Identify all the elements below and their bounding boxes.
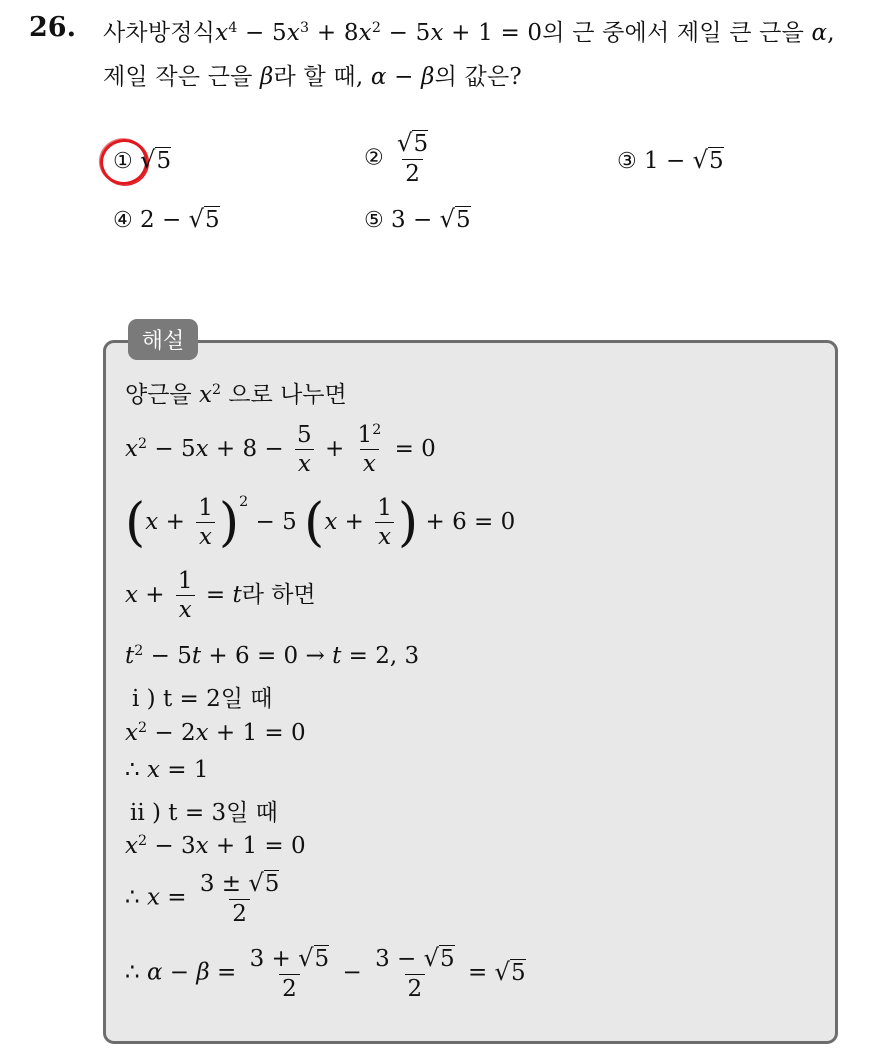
- question-line-1: 사차방정식$x^4 - 5x^3 + 8x^2 - 5x + 1 = 0$의 근 중에서 제일 큰 근을 α,: [103, 20, 835, 46]
- solution-line-1: 양근을 $x^2$ 으로 나누면: [125, 382, 347, 408]
- solution-line-5: $t^2 - 5t + 6 = 0 \to t = 2$, 3: [125, 643, 420, 669]
- question-text: 의 값은?: [434, 64, 522, 90]
- choice-5[interactable]: [364, 205, 471, 233]
- choice-1[interactable]: [113, 146, 171, 174]
- choice-number: ②: [364, 145, 384, 171]
- solution-line-9: ∴ x = $\frac{3 \pm √5}{2}$: [125, 869, 280, 927]
- choice-value: 1 − √5: [644, 146, 724, 174]
- solution-case-2: ii ) t = 3일 때: [130, 800, 278, 826]
- question-number: 26.: [29, 12, 76, 43]
- solution-text: 으로 나누면: [228, 382, 347, 408]
- choice-value: 3 − √5: [391, 205, 471, 233]
- choice-value: √5: [140, 146, 172, 174]
- choice-number: ④: [113, 208, 133, 233]
- solution-tab: 해설: [128, 319, 198, 360]
- solution-line-6: $x^2 - 2x + 1 = 0$: [125, 720, 306, 746]
- choice-number: ⑤: [364, 208, 384, 233]
- choice-number: ①: [113, 149, 133, 174]
- question-text: 제일 작은 근을: [103, 64, 253, 90]
- solution-line-10: ∴ α − β = $\frac{3 + √5}{2}$ − $\frac{3 - √5}{2}$ = √5: [125, 944, 526, 1002]
- solution-case-1: i ) t = 2일 때: [132, 686, 273, 712]
- solution-text: 라 하면: [241, 581, 316, 608]
- solution-line-8: $x^2 - 3x + 1 = 0$: [125, 833, 306, 859]
- question-text: 사차방정식: [103, 20, 216, 46]
- solution-line-3: (x + $\frac{1}{x}$ )$^2$ − 5 (x + $\frac{1}{x}$ ) + 6 = 0: [125, 492, 516, 553]
- solution-text: 양근을: [125, 382, 192, 408]
- solution-line-7: ∴ x = 1: [125, 757, 209, 783]
- choice-2[interactable]: [364, 130, 434, 187]
- question-text: 라 할 때,: [273, 64, 364, 90]
- solution-line-4: x + $\frac{1}{x}$ = t라 하면: [125, 568, 316, 624]
- choice-value: 2 − √5: [140, 205, 220, 233]
- choice-value: $\frac{√5}{2}$: [397, 129, 429, 187]
- choice-number: ③: [617, 149, 637, 174]
- question-line-2: 제일 작은 근을 β라 할 때, α − β의 값은?: [103, 64, 522, 90]
- choice-4[interactable]: [113, 205, 220, 233]
- question-text: 의 근 중에서 제일 큰 근을: [542, 20, 805, 46]
- choice-3[interactable]: [617, 146, 724, 174]
- solution-line-2: $x^2 - 5x + 8$ − $\frac{5}{x}$ + $\frac{1^2}{x}$ = 0: [125, 422, 436, 478]
